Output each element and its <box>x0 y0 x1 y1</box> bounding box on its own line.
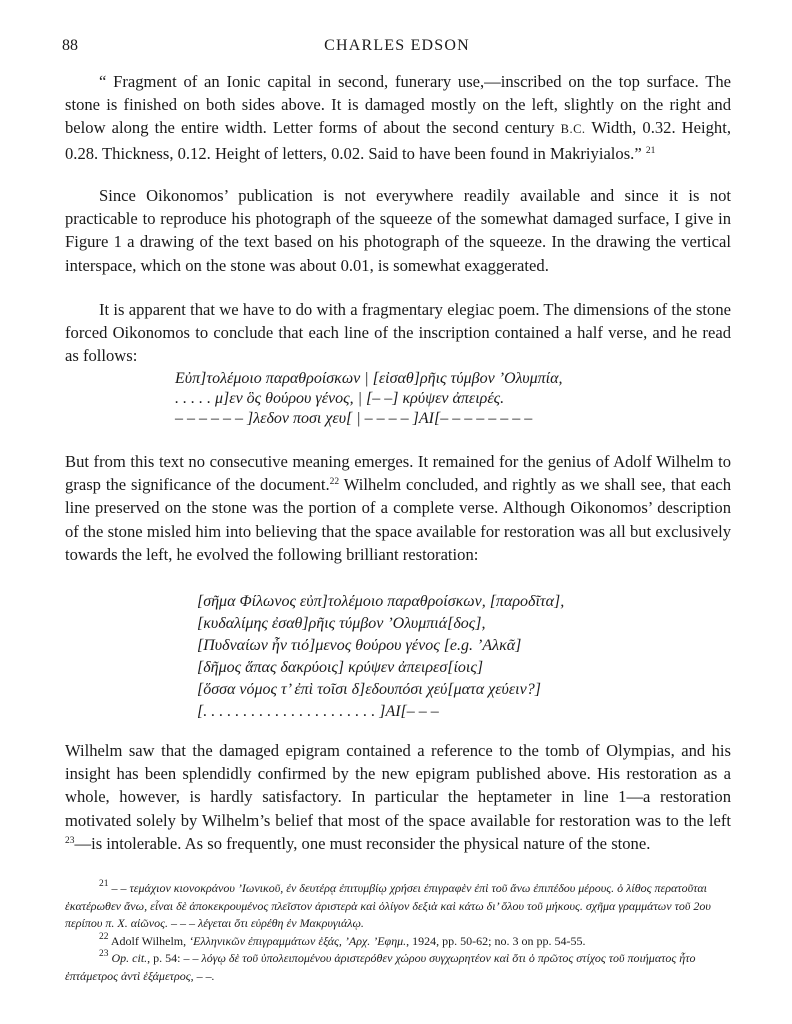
footnote-23: $^{23}$ Op. cit., p. 54: – – λόγῳ δὲ τοῦ ὑπολειπομένου ἀριστερόθεν χώρου συγχωρητέον καὶ ὅτι ὁ πρῶτος στίχος τοῦ ποιήματος ἦτο ἑπτάμετρος ἀντὶ ἑξάμετρος, – –. <box>65 949 696 983</box>
restoration-line-6: [. . . . . . . . . . . . . . . . . . . . . . ]ΑΙ[– – – <box>197 703 439 720</box>
restoration-line-5: [ὅσσα νόμος τ’ ἐπὶ τοῖσι δ]εδουπόσι χεύ[ματα χεύειν?] <box>197 681 541 698</box>
footnote-ref-21[interactable]: 21 <box>645 145 656 156</box>
paragraph-5: Wilhelm saw that the damaged epigram contained a reference to the tomb of Olympias, and his insight has been splendidly confirmed by the new epigram published above. His restoration as a whole, however, is hardly satisfactory. In particular the heptameter in line 1—a restoration motivated solely by Wilhelm’s belief that most of the space available for restoration was to the left $^{23}$—is intolerable. As so frequently, one must reconsider the physical nature of the stone. <box>65 741 731 853</box>
quote-paragraph: “ Fragment of an Ionic capital in second, funerary use,—inscribed on the top surface. The stone is finished on both sides above. It is damaged mostly on the left, slightly on the right and below along the entire width. Letter forms of about the second century B.C. Width, 0.32. Height, 0.28. Thickness, 0.12. Height of letters, 0.02. Said to have been found in Makriyialos.” $^{21}$ <box>65 72 731 163</box>
footnote-ref-23[interactable]: 23 <box>65 835 75 846</box>
footnote-22: $^{22}$ Adolf Wilhelm, ‘Ελληνικῶν ἐπιγραμμάτων ἑξάς, ’Αρχ. ’Εφημ., 1924, pp. 50-62; no. 3 on pp. 54-55. <box>99 931 586 948</box>
footnote-ref-22[interactable]: 22 <box>329 477 340 488</box>
paragraph-2: Since Oikonomos’ publication is not everywhere readily available and since it is not practicable to reproduce his photograph of the squeeze of the somewhat damaged surface, I give in Figure 1 a drawing of the text based on his photograph of the squeeze. In the drawing the vertical interspace, which on the stone was about 0.01, is somewhat exaggerated. <box>65 186 731 275</box>
footnotes <box>65 880 731 985</box>
restoration-line-1: [σῆμα Φίλωνος εὐπ]τολέμοιο παραθροίσκων, [παροδῖτα], <box>197 593 565 610</box>
restoration-line-2: [κυδαλίμης ἐσαθ]ρῆις τύμβον ’Ολυμπιά[δος], <box>197 615 486 632</box>
page-number: 88 <box>62 37 78 54</box>
reading-line-2: . . . . . μ]εν ὃς θούρου γένος, | [– –] κρύψεν ἀπειρές. <box>175 390 505 407</box>
paragraph-3: It is apparent that we have to do with a fragmentary elegiac poem. The dimensions of the stone forced Oikonomos to conclude that each line of the inscription contained a half verse, and he read as follows: <box>65 300 731 366</box>
running-head <box>62 37 732 59</box>
oikonomos-reading <box>175 369 563 429</box>
restoration-line-3: [Πυδναίων ἦν τιό]μενος θούρου γένος [e.g. ’Αλκᾶ] <box>197 637 522 654</box>
restoration-line-4: [δῆμος ἅπας δακρύοις] κρύψεν ἀπειρεσ[ίοις] <box>197 659 484 676</box>
era-abbreviation: B.C. <box>560 122 586 137</box>
reading-line-1: Εὐπ]τολέμοιο παραθροίσκων | [εἰσαθ]ρῆις τύμβον ’Ολυμπία, <box>175 370 563 387</box>
paragraph-4: But from this text no consecutive meaning emerges. It remained for the genius of Adolf Wilhelm to grasp the significance of the document.$^{22}$ Wilhelm concluded, and rightly as we shall see, that each line preserved on the stone was the portion of a complete verse. Although Oikonomos’ description of the stone misled him into believing that the space available for restoration was all but exclusively towards the left, he evolved the following brilliant restoration: <box>65 452 731 564</box>
wilhelm-restoration <box>197 591 564 723</box>
footnote-21: $^{21}$ – – τεμάχιον κιονοκράνου ’Ιωνικοῦ, ἐν δευτέρᾳ ἐπιτυμβίῳ χρήσει ἐπιγραφὲν ἐπὶ τοῦ ἄνω ἐπιπέδου μέρους. ὁ λίθος περατοῦται ἑκατέρωθεν ἄνω, εἶναι δὲ ἀποκεκρουμένος πλεῖστον ἀριστερὰ καὶ ὀλίγον δεξιὰ καὶ κάτω δι’ ὅλου τοῦ μήκους. σχῆμα γραμμάτων τοῦ 2ου περίπου π. Χ. αἰῶνος. – – – λέγεται ὅτι εὑρέθη ἐν Μακρυγιάλῳ. <box>65 879 711 930</box>
running-title: CHARLES EDSON <box>324 37 470 54</box>
reading-line-3: – – – – – – ]λεδον ποσι χευ[ | – – – – ]ΑΙ[– – – – – – – – <box>175 410 533 427</box>
